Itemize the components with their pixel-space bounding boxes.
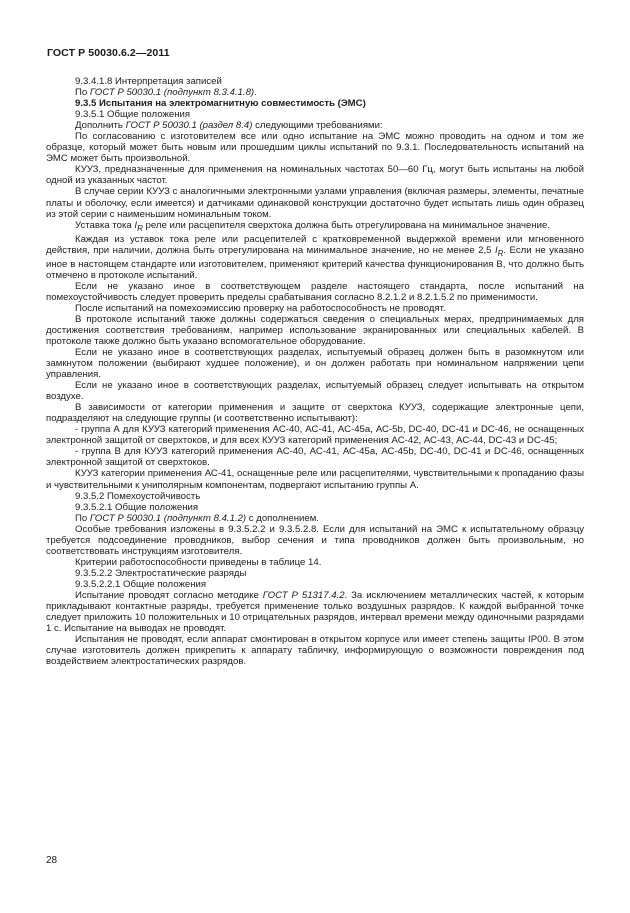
list-item: - группа В для КУУЗ категорий применения АС-40, АС-41, АС-45а, АС-45b, DC-40, DC-41 и DC-46, оснащенных электронной защитой от сверхтоков. [46,446,584,469]
paragraph: Особые требования изложены в 9.3.5.2.2 и 9.3.5.2.8. Если для испытаний на ЭМС к испытательному образцу требуется подсоединение проводников, выбор сечения и типа проводников должен быть произвольным, но соответствовать инструкциям изготовителя. [46,523,584,557]
paragraph: Каждая из уставок тока реле или расцепителей с кратковременной выдержкой времени или мгновенного действия, при наличии, должна быть отрегулирована на минимальное значение, но не менее 2,5 $I_R$. Если не указано иное в настоящем стандарте или изготовителем, применяют критерий качества функционирования В, что должно быть отмечено в протоколе испытаний. [46,233,584,281]
paragraph: Испытание проводят согласно методике ГОСТ Р 51317.4.2. За исключением металлических частей, к которым прикладывают контактные разряды, требуется применение только воздушных разрядов. К каждой выбранной точке следует приложить 10 положительных и 10 отрицательных разрядов, интервал времени между одиночными разрядами 1 с. Испытание на выводах не проводят. [46,589,584,635]
paragraph: Критерии работоспособности приведены в таблице 14. [75,556,322,568]
paragraph: Если не указано иное в соответствующих разделах, испытуемый образец следует испытывать на открытом воздухе. [46,380,584,403]
paragraph: По ГОСТ Р 50030.1 (подпункт 8.4.1.2) с дополнением. [75,512,319,524]
current-subscript: R [137,223,143,233]
paragraph: КУУЗ категории применения АС-41, оснащенные реле или расцепителями, чувствительными к пропаданию фазы и чувствительными к униполярным компонентам, подвергают испытанию группы А. [46,468,584,491]
paragraph: В случае серии КУУЗ с аналогичными электронными узлами управления (включая размеры, элементы, печатные платы и оболочку, если имеется) и датчиками одинаковой конструкции достаточно будет испытать лишь один образец из этой серии с наименьшим номинальным током. [46,186,585,220]
paragraph: 9.3.4.1.8 Интерпретация записей [75,76,222,87]
paragraph: Испытания не проводят, если аппарат смонтирован в открытом корпусе или имеет степень защиты IP00. В этом случае изготовитель должен прикрепить к аппарату табличку, информирующую о возможности повреждения под воздействием электростатических разрядов. [46,634,584,668]
paragraph: По согласованию с изготовителем все или одно испытание на ЭМС можно проводить на одном и том же образце, который может быть новым или прошедшим циклы испытаний по 9.3.1. Последовательность испытаний на ЭМС может быть произвольной. [46,131,584,165]
paragraph: Если не указано иное в соответствующем разделе настоящего стандарта, после испытаний на помехоустойчивость следует проверить пределы срабатывания согласно 8.2.1.2 и 8.2.1.5.2 по применимости. [46,280,584,303]
section-heading: 9.3.5 Испытания на электромагнитную совместимость (ЭМС) [75,98,366,110]
paragraph: Дополнить ГОСТ Р 50030.1 (раздел 8.4) следующими требованиями: [75,120,383,132]
paragraph: 9.3.5.2.2 Электростатические разряды [75,567,247,579]
paragraph: В зависимости от категории применения и защите от сверхтока КУУЗ, содержащие электронные цепи, подразделяют на следующие группы (и соответственно испытывают): [46,402,584,425]
paragraph: По ГОСТ Р 50030.1 (подпункт 8.3.4.1.8). [75,87,257,99]
paragraph: КУУЗ, предназначенные для применения на номинальных частотах 50—60 Гц, могут быть испытаны на любой одной из указанных частот. [46,164,584,187]
paragraph: 9.3.5.2.1 Общие положения [75,501,199,513]
standard-reference: ГОСТ Р 50030.1 (раздел 8.4) [125,120,253,132]
current-subscript: R [497,248,504,258]
standard-reference: ГОСТ Р 51317.4.2 [262,589,345,601]
standard-reference: ГОСТ Р 50030.1 (подпункт 8.3.4.1.8) [89,87,255,99]
current-symbol: I [494,244,498,256]
paragraph: Если не указано иное в соответствующих разделах, испытуемый образец должен быть в разомкнутом или замкнутом положении (выбирают худшее положение), и он должен работать при номинальном напряжении цепи управления. [46,346,584,381]
standard-header: ГОСТ Р 50030.6.2—2011 [47,47,170,59]
current-symbol: I [134,219,138,231]
page-number: 28 [46,855,58,866]
list-item: - группа А для КУУЗ категорий применения АС-40, АС-41, АС-45а, АС-5b, DC-40, DC-41 и DC-46, не оснащенных электронной защитой от сверхтоков, и для всех КУУЗ категорий применения АС-42, АС-43, АС-44, DC-43 и DC-45; [46,424,584,447]
paragraph: В протоколе испытаний также должны содержаться сведения о специальных мерах, предпринимаемых для достижения соответствия требованиям, например использование экранированных или специальных кабелей. В протоколе также должно быть указано вспомогательное оборудование. [46,313,584,347]
standard-reference: ГОСТ Р 50030.1 (подпункт 8.4.1.2) [89,512,247,524]
paragraph: 9.3.5.2.2.1 Общие положения [75,578,207,590]
paragraph: 9.3.5.1 Общие положения [75,109,191,121]
paragraph: После испытаний на помехоэмиссию проверку на работоспособность не проводят. [75,302,446,314]
document-body [46,76,584,667]
paragraph: 9.3.5.2 Помехоустойчивость [75,490,201,502]
paragraph: Уставка тока $I_R$ реле или расцепителя сверхтока должна быть отрегулирована на минимальное значение. [75,219,550,233]
